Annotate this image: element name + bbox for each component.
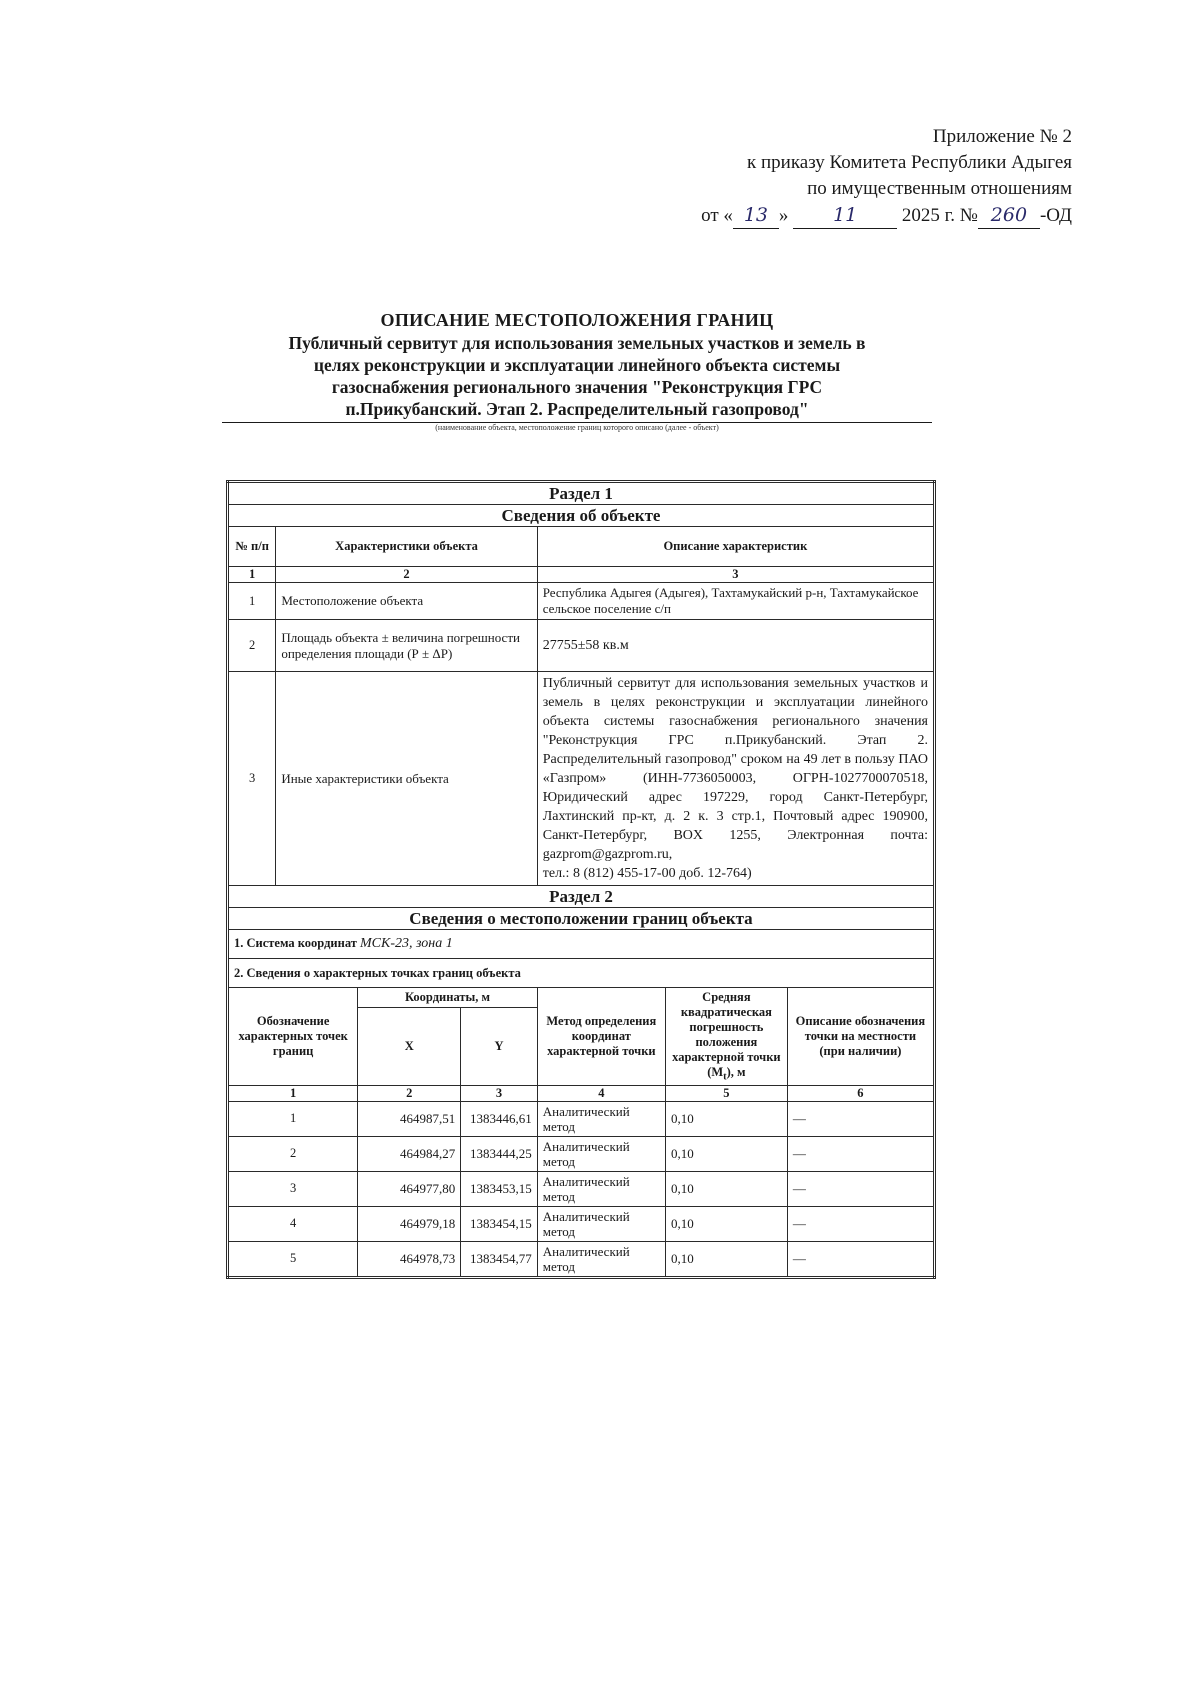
- col-number: 6: [787, 1085, 934, 1101]
- point-note: —: [787, 1171, 934, 1206]
- col-header-description: Описание характеристик: [537, 527, 934, 567]
- point-x: 464979,18: [358, 1206, 461, 1241]
- col-number: 3: [461, 1085, 537, 1101]
- table-row: [228, 620, 935, 672]
- handwritten-number: 260: [978, 202, 1040, 229]
- title-line-4: п.Прикубанский. Этап 2. Распределительный газопровод": [345, 399, 809, 419]
- col-header-note: Описание обозначения точки на местности (при наличии): [787, 988, 934, 1086]
- other-characteristics-text: Публичный сервитут для использования земельных участков и земель в целях реконструкции и эксплуатации линейного объекта системы газоснабжения регионального значения "Реконструкция ГРС п.Прикубанский. Этап 2. Распределительный газопровод" сроком на 49 лет в пользу ПАО «Газпром» (ИНН-7736050003, ОГРН-1027700070518, Юридический адрес 197229, город Санкт-Петербург, Лахтинский пр-кт, д. 2 к. 3 стр.1, Почтовый адрес 190900, Санкт-Петербург, BOX 1255, Электронная почта: gazprom@gazprom.ru,: [542, 676, 928, 862]
- row-number: 2: [228, 620, 276, 672]
- col-header-point: Обозначение характерных точек границ: [228, 988, 358, 1086]
- col-number: 2: [358, 1085, 461, 1101]
- point-method: Аналитический метод: [537, 1171, 665, 1206]
- point-id: 3: [228, 1171, 358, 1206]
- point-y: 1383444,25: [461, 1136, 537, 1171]
- row-value: Республика Адыгея (Адыгея), Тахтамукайский р-н, Тахтамукайское сельское поселение с/п: [537, 583, 934, 620]
- col-header-x: X: [358, 1008, 461, 1085]
- row-characteristic: Площадь объекта ± величина погрешности определения площади (Р ± ΔР): [276, 620, 537, 672]
- appendix-date-line: [701, 202, 1072, 229]
- row-number: 1: [228, 583, 276, 620]
- col-header-characteristic: Характеристики объекта: [276, 527, 537, 567]
- point-y: 1383453,15: [461, 1171, 537, 1206]
- title-note: (наименование объекта, местоположение границ которого описано (далее - объект): [435, 423, 719, 432]
- point-id: 2: [228, 1136, 358, 1171]
- point-method: Аналитический метод: [537, 1136, 665, 1171]
- coordinate-system: [228, 930, 935, 959]
- point-id: 1: [228, 1101, 358, 1136]
- point-method: Аналитический метод: [537, 1101, 665, 1136]
- section2-subheading: Сведения о местоположении границ объекта: [228, 908, 935, 930]
- point-note: —: [787, 1101, 934, 1136]
- section2-heading: Раздел 2: [228, 886, 935, 908]
- point-y: 1383446,61: [461, 1101, 537, 1136]
- contact-phone: тел.: 8 (812) 455-17-00 доб. 12-764): [542, 866, 752, 881]
- coord-system-value: МСК-23, зона 1: [360, 936, 453, 951]
- point-x: 464977,80: [358, 1171, 461, 1206]
- table-row: [228, 1206, 935, 1241]
- appendix-committee-line: по имущественным отношениям: [807, 178, 1072, 199]
- col-number: 3: [537, 567, 934, 583]
- table-row: [228, 1241, 935, 1277]
- col-number: 1: [228, 567, 276, 583]
- point-id: 5: [228, 1241, 358, 1277]
- section1-subheading: Сведения об объекте: [228, 505, 935, 527]
- document-title: ОПИСАНИЕ МЕСТОПОЛОЖЕНИЯ ГРАНИЦ: [380, 310, 774, 330]
- point-note: —: [787, 1136, 934, 1171]
- point-error: 0,10: [665, 1136, 787, 1171]
- points-heading: 2. Сведения о характерных точках границ объекта: [228, 959, 935, 988]
- col-number: 1: [228, 1085, 358, 1101]
- date-prefix: от «: [701, 205, 733, 226]
- point-method: Аналитический метод: [537, 1206, 665, 1241]
- point-error: 0,10: [665, 1241, 787, 1277]
- table-row: [228, 1136, 935, 1171]
- point-note: —: [787, 1241, 934, 1277]
- col-number: 4: [537, 1085, 665, 1101]
- col-header-y: Y: [461, 1008, 537, 1085]
- row-number: 3: [228, 672, 276, 886]
- col-header-coordinates: Координаты, м: [358, 988, 537, 1008]
- appendix-header: [701, 124, 1072, 229]
- handwritten-month: 11: [793, 202, 897, 229]
- row-characteristic: Иные характеристики объекта: [276, 672, 537, 886]
- appendix-title: Приложение № 2: [932, 126, 1072, 147]
- boundary-description-table: [226, 480, 936, 1279]
- date-mid: »: [778, 205, 789, 226]
- table-row: [228, 1101, 935, 1136]
- order-suffix: -ОД: [1039, 205, 1072, 226]
- document-title-block: [222, 308, 932, 432]
- table-row: [228, 1171, 935, 1206]
- row-value: [537, 672, 934, 886]
- row-characteristic: Местоположение объекта: [276, 583, 537, 620]
- point-x: 464978,73: [358, 1241, 461, 1277]
- col-header-method: Метод определения координат характерной точки: [537, 988, 665, 1086]
- section1-heading: Раздел 1: [228, 482, 935, 505]
- handwritten-day: 13: [733, 202, 779, 229]
- point-id: 4: [228, 1206, 358, 1241]
- point-y: 1383454,15: [461, 1206, 537, 1241]
- coord-system-label: 1. Система координат: [234, 936, 357, 950]
- table-row: [228, 672, 935, 886]
- appendix-order-line: к приказу Комитета Республики Адыгея: [747, 152, 1072, 173]
- point-note: —: [787, 1206, 934, 1241]
- col-header-error: Средняя квадратическая погрешность положения характерной точки $(М_t)$, м: [665, 988, 787, 1086]
- col-number: 2: [276, 567, 537, 583]
- point-error: 0,10: [665, 1171, 787, 1206]
- point-x: 464987,51: [358, 1101, 461, 1136]
- col-number: 5: [665, 1085, 787, 1101]
- point-error: 0,10: [665, 1206, 787, 1241]
- title-line-1: Публичный сервитут для использования земельных участков и земель в: [288, 333, 866, 353]
- point-method: Аналитический метод: [537, 1241, 665, 1277]
- table-row: [228, 583, 935, 620]
- date-year: 2025 г. №: [901, 205, 978, 226]
- point-x: 464984,27: [358, 1136, 461, 1171]
- title-line-2: целях реконструкции и эксплуатации линейного объекта системы: [313, 355, 841, 375]
- row-value: 27755±58 кв.м: [537, 620, 934, 672]
- title-line-3: газоснабжения регионального значения "Реконструкция ГРС: [331, 377, 823, 397]
- col-header-number: № п/п: [228, 527, 276, 567]
- point-y: 1383454,77: [461, 1241, 537, 1277]
- point-error: 0,10: [665, 1101, 787, 1136]
